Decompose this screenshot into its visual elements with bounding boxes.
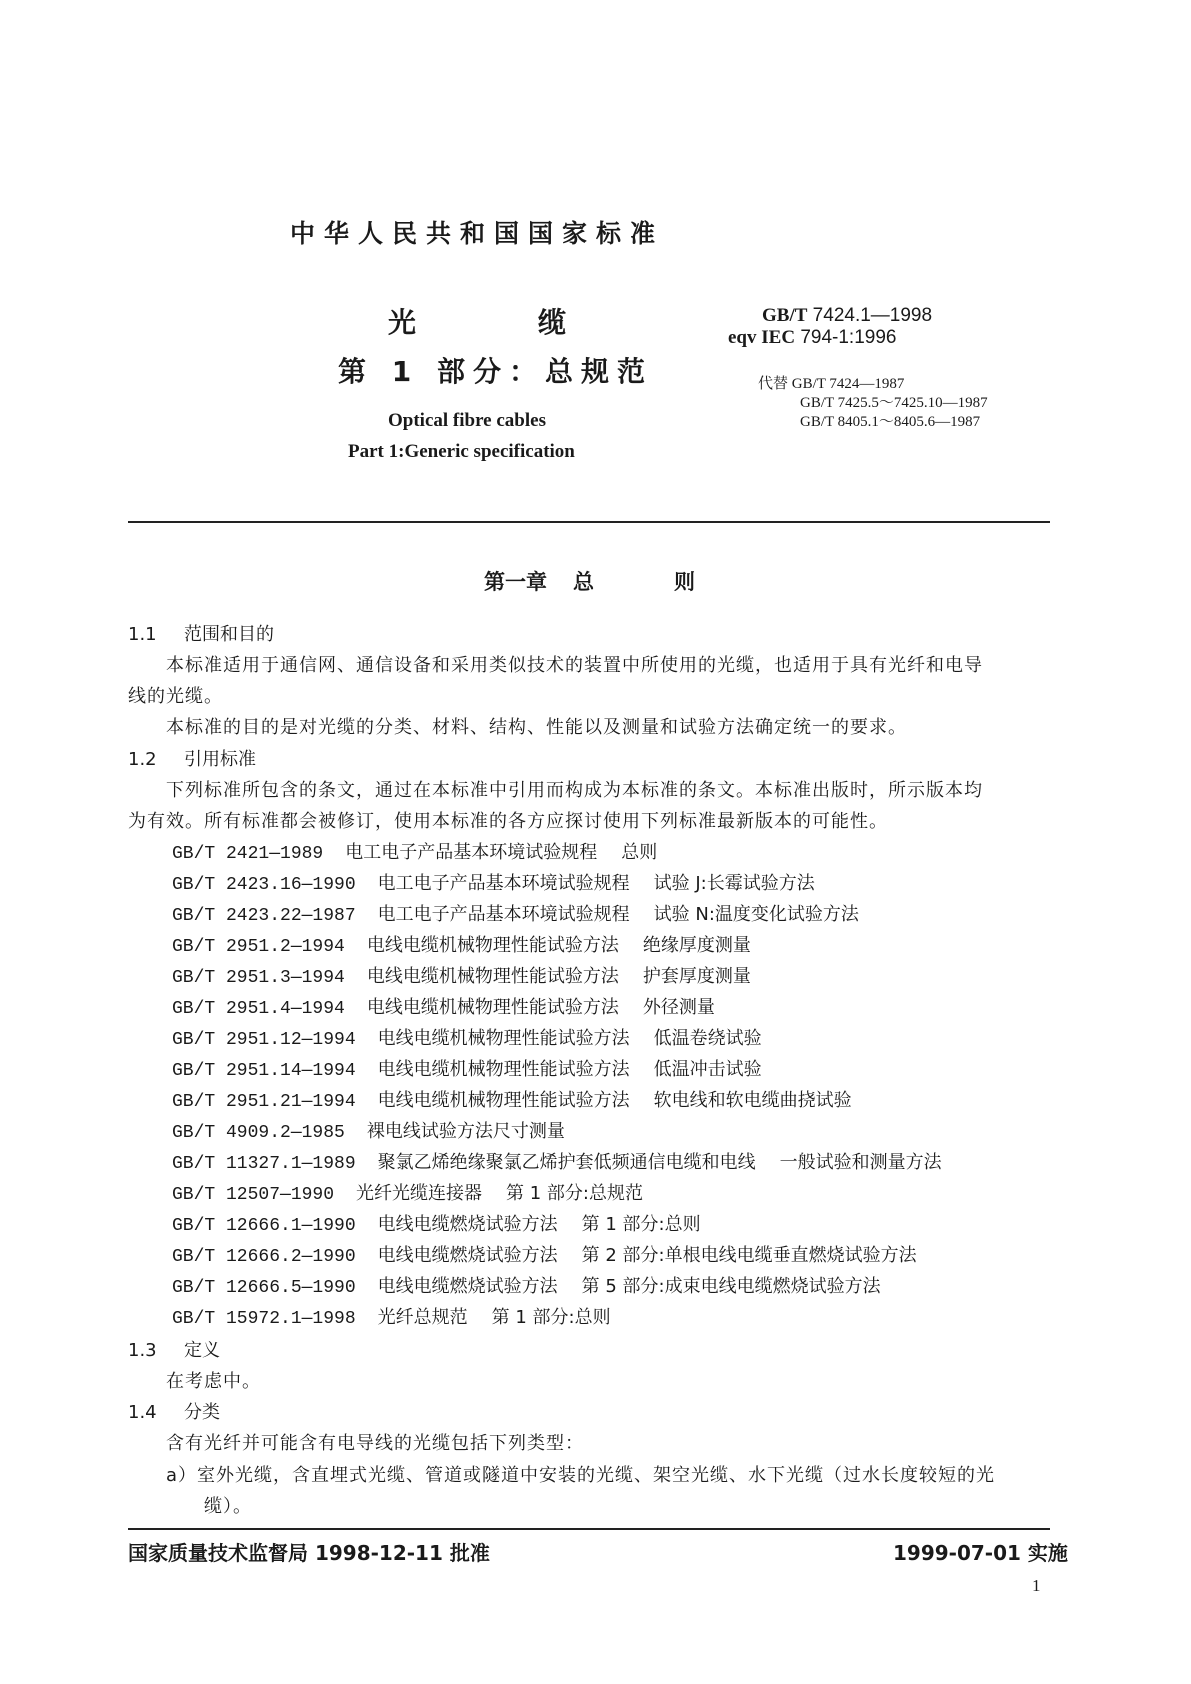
reference-code: GB/T 2951.14—1994 xyxy=(172,1061,356,1081)
reference-item xyxy=(172,1086,852,1112)
reference-title: 电工电子产品基本环境试验规程 xyxy=(377,904,630,925)
footer-divider xyxy=(128,1528,1050,1530)
standard-number-value: 7424.1—1998 xyxy=(807,305,933,326)
reference-title: 电线电缆机械物理性能试验方法 xyxy=(366,966,619,987)
eqv-prefix: eqv IEC xyxy=(728,327,796,348)
replaces-line: GB/T 8405.1～8405.6—1987 xyxy=(800,414,981,430)
list-item: a）室外光缆，含直埋式光缆、管道或隧道中安装的光缆、架空光缆、水下光缆（过水长度较短的光 xyxy=(166,1465,996,1486)
reference-code: GB/T 12507—1990 xyxy=(172,1185,335,1205)
reference-code: GB/T 2951.3—1994 xyxy=(172,968,345,988)
paragraph: 含有光纤并可能含有电导线的光缆包括下列类型： xyxy=(166,1433,584,1454)
chapter-title-b: 则 xyxy=(674,570,695,594)
reference-item xyxy=(172,1179,643,1205)
reference-subtitle: 试验 N:温度变化试验方法 xyxy=(653,904,859,925)
reference-title: 电线电缆机械物理性能试验方法 xyxy=(377,1028,630,1049)
reference-title: 电线电缆机械物理性能试验方法 xyxy=(377,1090,630,1111)
effective-date: 1999-07-01 实施 xyxy=(893,1541,1068,1565)
section-title: 范围和目的 xyxy=(184,624,274,645)
page-number: 1 xyxy=(1032,1576,1041,1595)
section-1-4-heading xyxy=(128,1398,220,1424)
reference-title: 电线电缆机械物理性能试验方法 xyxy=(377,1059,630,1080)
reference-code: GB/T 2423.16—1990 xyxy=(172,875,356,895)
reference-title: 光纤光缆连接器 xyxy=(356,1183,483,1204)
header-divider xyxy=(128,521,1050,523)
reference-subtitle: 第 1 部分:总则 xyxy=(491,1307,611,1328)
reference-item xyxy=(172,931,751,957)
reference-title: 电线电缆燃烧试验方法 xyxy=(377,1245,558,1266)
reference-title: 电线电缆机械物理性能试验方法 xyxy=(366,997,619,1018)
paragraph: 线的光缆。 xyxy=(128,686,223,707)
title-en: Optical fibre cables xyxy=(388,410,546,431)
reference-code: GB/T 2951.2—1994 xyxy=(172,937,345,957)
reference-item xyxy=(172,1117,565,1143)
reference-subtitle: 第 5 部分:成束电线电缆燃烧试验方法 xyxy=(581,1276,881,1297)
eqv-number: 794-1:1996 xyxy=(795,327,897,348)
section-1-1-heading xyxy=(128,620,274,646)
section-number: 1.1 xyxy=(128,624,157,645)
chapter-heading xyxy=(484,566,721,596)
chapter-title-a: 总 xyxy=(573,570,594,594)
paragraph: 本标准适用于通信网、通信设备和采用类似技术的装置中所使用的光缆，也适用于具有光纤和电导 xyxy=(166,655,983,676)
reference-code: GB/T 4909.2—1985 xyxy=(172,1123,345,1143)
section-number: 1.3 xyxy=(128,1340,157,1361)
paragraph: 下列标准所包含的条文，通过在本标准中引用而构成为本标准的条文。本标准出版时，所示版本均 xyxy=(166,780,983,801)
reference-code: GB/T 2421—1989 xyxy=(172,844,324,864)
reference-code: GB/T 12666.2—1990 xyxy=(172,1247,356,1267)
reference-title: 电线电缆机械物理性能试验方法 xyxy=(366,935,619,956)
section-title: 分类 xyxy=(184,1402,220,1423)
reference-item xyxy=(172,838,657,864)
reference-code: GB/T 2951.21—1994 xyxy=(172,1092,356,1112)
reference-subtitle: 护套厚度测量 xyxy=(642,966,751,987)
reference-title: 电工电子产品基本环境试验规程 xyxy=(345,842,598,863)
list-item-continuation: 缆）。 xyxy=(204,1496,252,1517)
reference-code: GB/T 12666.5—1990 xyxy=(172,1278,356,1298)
reference-item xyxy=(172,869,815,895)
reference-title: 电线电缆燃烧试验方法 xyxy=(377,1214,558,1235)
approval-line: 国家质量技术监督局 1998-12-11 批准 xyxy=(128,1541,490,1565)
paragraph: 为有效。所有标准都会被修订，使用本标准的各方应探讨使用下列标准最新版本的可能性。 xyxy=(128,811,888,832)
reference-item xyxy=(172,1241,917,1267)
reference-code: GB/T 2951.12—1994 xyxy=(172,1030,356,1050)
reference-subtitle: 软电线和软电缆曲挠试验 xyxy=(653,1090,852,1111)
reference-code: GB/T 12666.1—1990 xyxy=(172,1216,356,1236)
reference-code: GB/T 2423.22—1987 xyxy=(172,906,356,926)
standard-number xyxy=(762,305,932,327)
reference-title: 裸电线试验方法尺寸测量 xyxy=(366,1121,565,1142)
standard-prefix: GB/T xyxy=(762,305,808,326)
reference-item xyxy=(172,993,715,1019)
reference-item xyxy=(172,1148,942,1174)
reference-subtitle: 第 2 部分:单根电线电缆垂直燃烧试验方法 xyxy=(581,1245,917,1266)
national-standard-heading: 中华人民共和国国家标准 xyxy=(290,219,665,248)
replaces-line: GB/T 7425.5～7425.10—1987 xyxy=(800,395,988,411)
section-1-2-heading xyxy=(128,745,256,771)
replaces-line: 代替 GB/T 7424—1987 xyxy=(758,376,905,392)
title-cn xyxy=(388,301,566,341)
reference-subtitle: 第 1 部分:总则 xyxy=(581,1214,701,1235)
reference-title: 聚氯乙烯绝缘聚氯乙烯护套低频通信电缆和电线 xyxy=(377,1152,756,1173)
reference-subtitle: 低温卷绕试验 xyxy=(653,1028,762,1049)
section-1-3-heading xyxy=(128,1336,220,1362)
reference-subtitle: 试验 J:长霉试验方法 xyxy=(653,873,815,894)
reference-subtitle: 低温冲击试验 xyxy=(653,1059,762,1080)
reference-title: 电线电缆燃烧试验方法 xyxy=(377,1276,558,1297)
reference-code: GB/T 2951.4—1994 xyxy=(172,999,345,1019)
title-cn-word1: 光 xyxy=(388,306,417,339)
reference-item xyxy=(172,962,751,988)
reference-item xyxy=(172,1303,611,1329)
title-en-part: Part 1:Generic specification xyxy=(348,441,575,462)
section-title: 引用标准 xyxy=(184,749,256,770)
reference-title: 光纤总规范 xyxy=(377,1307,468,1328)
reference-code: GB/T 11327.1—1989 xyxy=(172,1154,356,1174)
reference-item xyxy=(172,1272,881,1298)
reference-subtitle: 第 1 部分:总规范 xyxy=(506,1183,643,1204)
reference-item xyxy=(172,1055,762,1081)
title-cn-part: 第 1 部分：总规范 xyxy=(338,355,653,388)
chapter-label: 第一章 xyxy=(484,570,547,594)
section-number: 1.2 xyxy=(128,749,157,770)
paragraph: 在考虑中。 xyxy=(166,1371,261,1392)
reference-subtitle: 一般试验和测量方法 xyxy=(779,1152,942,1173)
reference-subtitle: 绝缘厚度测量 xyxy=(642,935,751,956)
reference-item xyxy=(172,1210,701,1236)
section-title: 定义 xyxy=(184,1340,220,1361)
reference-subtitle: 外径测量 xyxy=(642,997,715,1018)
reference-title: 电工电子产品基本环境试验规程 xyxy=(377,873,630,894)
reference-subtitle: 总则 xyxy=(621,842,658,863)
section-number: 1.4 xyxy=(128,1402,157,1423)
reference-code: GB/T 15972.1—1998 xyxy=(172,1309,356,1329)
reference-item xyxy=(172,1024,762,1050)
reference-item xyxy=(172,900,859,926)
title-cn-word2: 缆 xyxy=(538,306,567,339)
paragraph: 本标准的目的是对光缆的分类、材料、结构、性能以及测量和试验方法确定统一的要求。 xyxy=(166,717,907,738)
equivalent-standard xyxy=(728,327,896,349)
